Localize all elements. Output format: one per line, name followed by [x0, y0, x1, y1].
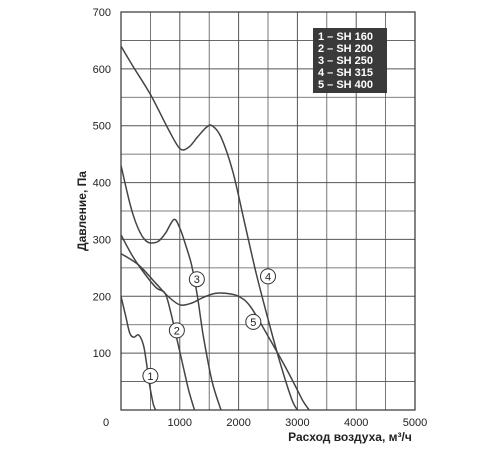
callout-label-3: 3 — [193, 274, 200, 287]
origin-tick-label: 0 — [102, 417, 110, 429]
callout-label-2: 2 — [173, 325, 180, 338]
legend-entry-5: 5 – SH 400 — [318, 79, 374, 91]
y-tick-label: 300 — [92, 234, 111, 247]
x-tick-label: 3000 — [285, 417, 310, 429]
callout-label-4: 4 — [264, 271, 272, 284]
callout-label-1: 1 — [147, 370, 154, 383]
y-tick-label: 600 — [92, 63, 111, 76]
x-axis-label: Расход воздуха, м³/ч — [288, 430, 412, 444]
y-tick-label: 100 — [92, 348, 111, 361]
y-axis-label: Давление, Па — [75, 171, 89, 251]
y-tick-label: 500 — [92, 120, 111, 133]
legend-entry-1: 1 – SH 160 — [318, 31, 374, 43]
x-tick-label: 1000 — [167, 417, 193, 429]
callout-label-5: 5 — [250, 316, 257, 329]
legend — [313, 28, 387, 93]
y-tick-label: 400 — [92, 177, 111, 190]
y-tick-label: 200 — [92, 291, 111, 304]
legend-entry-2: 2 – SH 200 — [318, 43, 374, 55]
legend-entry-3: 3 – SH 250 — [318, 55, 374, 67]
legend-entry-4: 4 – SH 315 — [318, 67, 374, 79]
y-tick-label: 700 — [92, 7, 111, 19]
x-tick-label: 5000 — [402, 417, 428, 429]
x-tick-label: 4000 — [343, 417, 369, 429]
x-tick-label: 2000 — [226, 417, 251, 429]
